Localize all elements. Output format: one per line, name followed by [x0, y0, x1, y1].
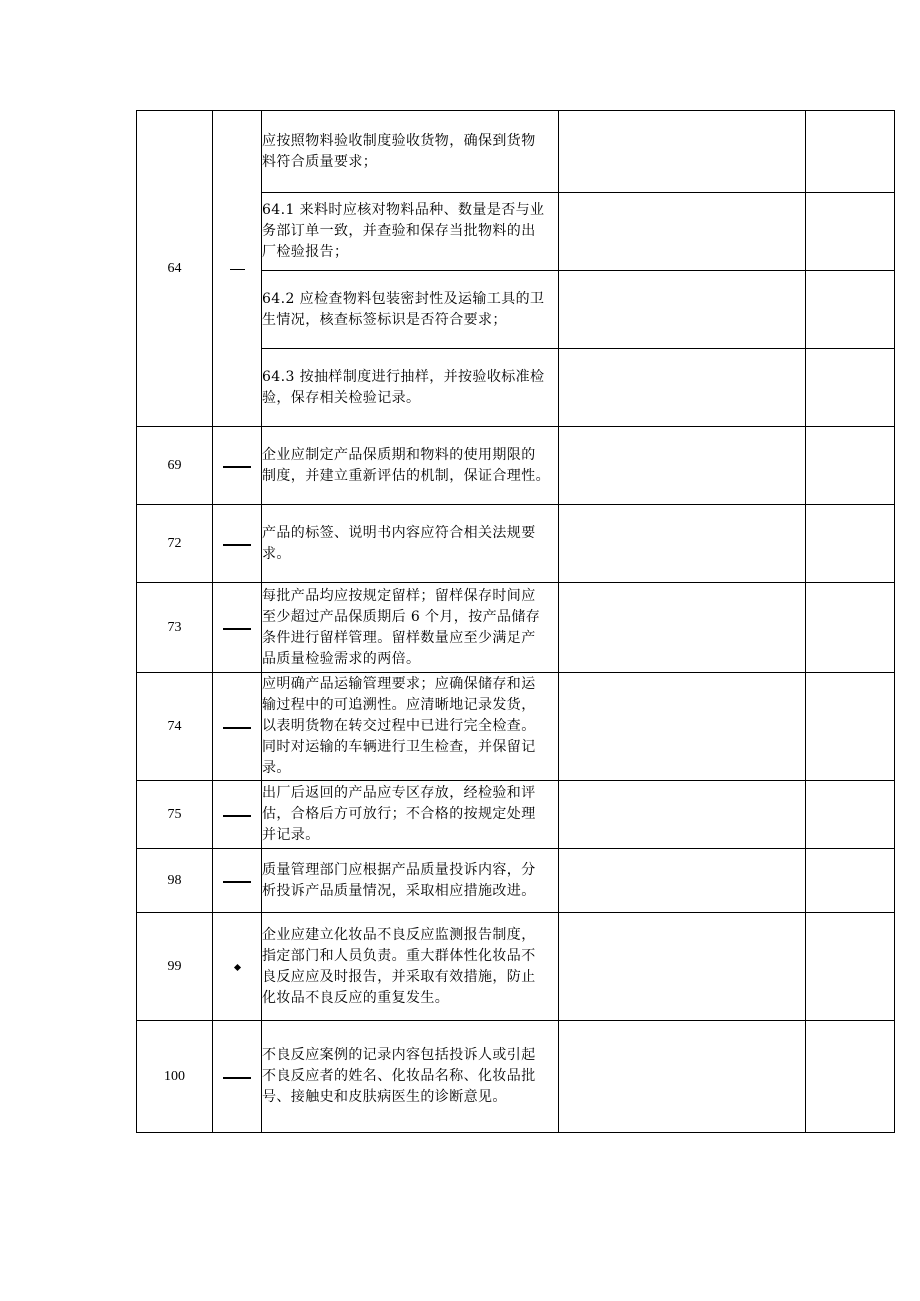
table-row [137, 111, 895, 193]
remark-cell[interactable] [806, 673, 895, 781]
remark-cell[interactable] [806, 583, 895, 673]
requirement-text-line: 验，保存相关检验记录。 [262, 389, 421, 406]
bold-dash-mark-icon [223, 466, 251, 468]
requirement-text-line: 质量管理部门应根据产品质量投诉内容，分 [262, 861, 536, 878]
inspection-result-cell[interactable] [559, 673, 806, 781]
requirement-text-line: 估，合格后方可放行；不合格的按规定处理 [262, 806, 536, 822]
table-row [137, 849, 895, 913]
inspection-result-cell[interactable] [559, 349, 806, 427]
requirement-text-line: 企业应制定产品保质期和物料的使用期限的 [262, 446, 536, 463]
item-mark-cell [213, 505, 262, 583]
item-number-cell: 75 [137, 781, 213, 849]
requirement-text-line: 析投诉产品质量情况，采取相应措施改进。 [262, 882, 536, 899]
requirement-text-line: 应明确产品运输管理要求；应确保储存和运 [262, 676, 536, 692]
table-row [137, 673, 895, 781]
requirement-text-line: 化妆品不良反应的重复发生。 [262, 989, 450, 1006]
requirement-text-line: 不良反应者的姓名、化妆品名称、化妆品批 [262, 1068, 536, 1084]
item-mark-cell [213, 111, 262, 427]
table-row [137, 913, 895, 1021]
requirement-text-line: 企业应建立化妆品不良反应监测报告制度， [262, 926, 536, 943]
item-mark-cell [213, 781, 262, 849]
requirement-text-line: 每批产品均应按规定留样；留样保存时间应 [262, 587, 536, 604]
inspection-result-cell[interactable] [559, 111, 806, 193]
item-mark-cell [213, 673, 262, 781]
item-mark-cell [213, 583, 262, 673]
checklist-table [136, 110, 895, 1133]
inspection-result-cell[interactable] [559, 271, 806, 349]
requirement-text-cell [262, 781, 559, 849]
inspection-result-cell[interactable] [559, 193, 806, 271]
requirement-text-line: 号、接触史和皮肤病医生的诊断意见。 [262, 1089, 507, 1105]
bold-dash-mark-icon [223, 815, 251, 817]
diamond-mark-icon [233, 964, 240, 971]
bold-dash-mark-icon [223, 881, 251, 883]
table-row [137, 781, 895, 849]
remark-cell[interactable] [806, 349, 895, 427]
item-mark-cell [213, 849, 262, 913]
remark-cell[interactable] [806, 913, 895, 1021]
requirement-text-cell [262, 349, 559, 427]
requirement-text-line: 应按照物料验收制度验收货物，确保到货物 [262, 132, 536, 149]
dash-mark-icon [230, 269, 245, 270]
requirement-text-line: 求。 [262, 545, 291, 562]
item-number-cell: 73 [137, 583, 213, 673]
requirement-text-line: 品质量检验需求的两倍。 [262, 650, 421, 667]
remark-cell[interactable] [806, 427, 895, 505]
item-number-cell: 100 [137, 1021, 213, 1133]
requirement-text-cell [262, 427, 559, 505]
table-row [137, 427, 895, 505]
item-number-cell: 64 [137, 111, 213, 427]
table-row [137, 505, 895, 583]
requirement-text-line: 良反应应及时报告，并采取有效措施，防止 [262, 968, 536, 985]
item-mark-cell [213, 913, 262, 1021]
table-row [137, 583, 895, 673]
bold-dash-mark-icon [223, 628, 251, 630]
requirement-text-line: 以表明货物在转交过程中已进行完全检查。 [262, 718, 536, 734]
requirement-text-line: 64.2 应检查物料包装密封性及运输工具的卫 [262, 290, 545, 307]
item-number-cell: 74 [137, 673, 213, 781]
requirement-text-line: 64.1 来料时应核对物料品种、数量是否与业 [262, 202, 545, 218]
remark-cell[interactable] [806, 505, 895, 583]
bold-dash-mark-icon [223, 544, 251, 546]
requirement-text-line: 并记录。 [262, 827, 320, 843]
requirement-text-line: 录。 [262, 760, 291, 776]
inspection-result-cell[interactable] [559, 505, 806, 583]
requirement-text-line: 不良反应案例的记录内容包括投诉人或引起 [262, 1047, 536, 1063]
requirement-text-line: 出厂后返回的产品应专区存放，经检验和评 [262, 785, 536, 801]
requirement-text-line: 64.3 按抽样制度进行抽样，并按验收标准检 [262, 368, 545, 385]
remark-cell[interactable] [806, 781, 895, 849]
requirement-text-cell [262, 193, 559, 271]
requirement-text-line: 务部订单一致，并查验和保存当批物料的出 [262, 223, 536, 239]
requirement-text-cell [262, 271, 559, 349]
requirement-text-line: 生情况，核查标签标识是否符合要求； [262, 311, 507, 328]
item-number-cell: 69 [137, 427, 213, 505]
inspection-result-cell[interactable] [559, 849, 806, 913]
remark-cell[interactable] [806, 271, 895, 349]
requirement-text-line: 厂检验报告； [262, 244, 349, 260]
item-number-cell: 99 [137, 913, 213, 1021]
requirement-text-line: 料符合质量要求； [262, 153, 378, 170]
requirement-text-line: 制度，并建立重新评估的机制，保证合理性。 [262, 467, 550, 484]
requirement-text-cell [262, 505, 559, 583]
requirement-text-cell [262, 111, 559, 193]
requirement-text-cell [262, 913, 559, 1021]
requirement-text-line: 条件进行留样管理。留样数量应至少满足产 [262, 629, 536, 646]
remark-cell[interactable] [806, 849, 895, 913]
table-row [137, 1021, 895, 1133]
remark-cell[interactable] [806, 193, 895, 271]
bold-dash-mark-icon [223, 1077, 251, 1079]
inspection-result-cell[interactable] [559, 583, 806, 673]
inspection-result-cell[interactable] [559, 427, 806, 505]
requirement-text-cell [262, 1021, 559, 1133]
inspection-result-cell[interactable] [559, 1021, 806, 1133]
requirement-text-cell [262, 583, 559, 673]
checklist-body [137, 111, 895, 1133]
inspection-result-cell[interactable] [559, 913, 806, 1021]
requirement-text-line: 至少超过产品保质期后 6 个月，按产品储存 [262, 608, 541, 625]
item-number-cell: 98 [137, 849, 213, 913]
item-mark-cell [213, 427, 262, 505]
bold-dash-mark-icon [223, 727, 251, 729]
inspection-result-cell[interactable] [559, 781, 806, 849]
requirement-text-line: 产品的标签、说明书内容应符合相关法规要 [262, 524, 536, 541]
requirement-text-cell [262, 673, 559, 781]
checklist-sheet [136, 110, 894, 1133]
remark-cell[interactable] [806, 1021, 895, 1133]
requirement-text-line: 输过程中的可追溯性。应清晰地记录发货， [262, 697, 536, 713]
requirement-text-cell [262, 849, 559, 913]
requirement-text-line: 同时对运输的车辆进行卫生检查，并保留记 [262, 739, 536, 755]
requirement-text-line: 指定部门和人员负责。重大群体性化妆品不 [262, 947, 536, 964]
item-mark-cell [213, 1021, 262, 1133]
remark-cell[interactable] [806, 111, 895, 193]
item-number-cell: 72 [137, 505, 213, 583]
